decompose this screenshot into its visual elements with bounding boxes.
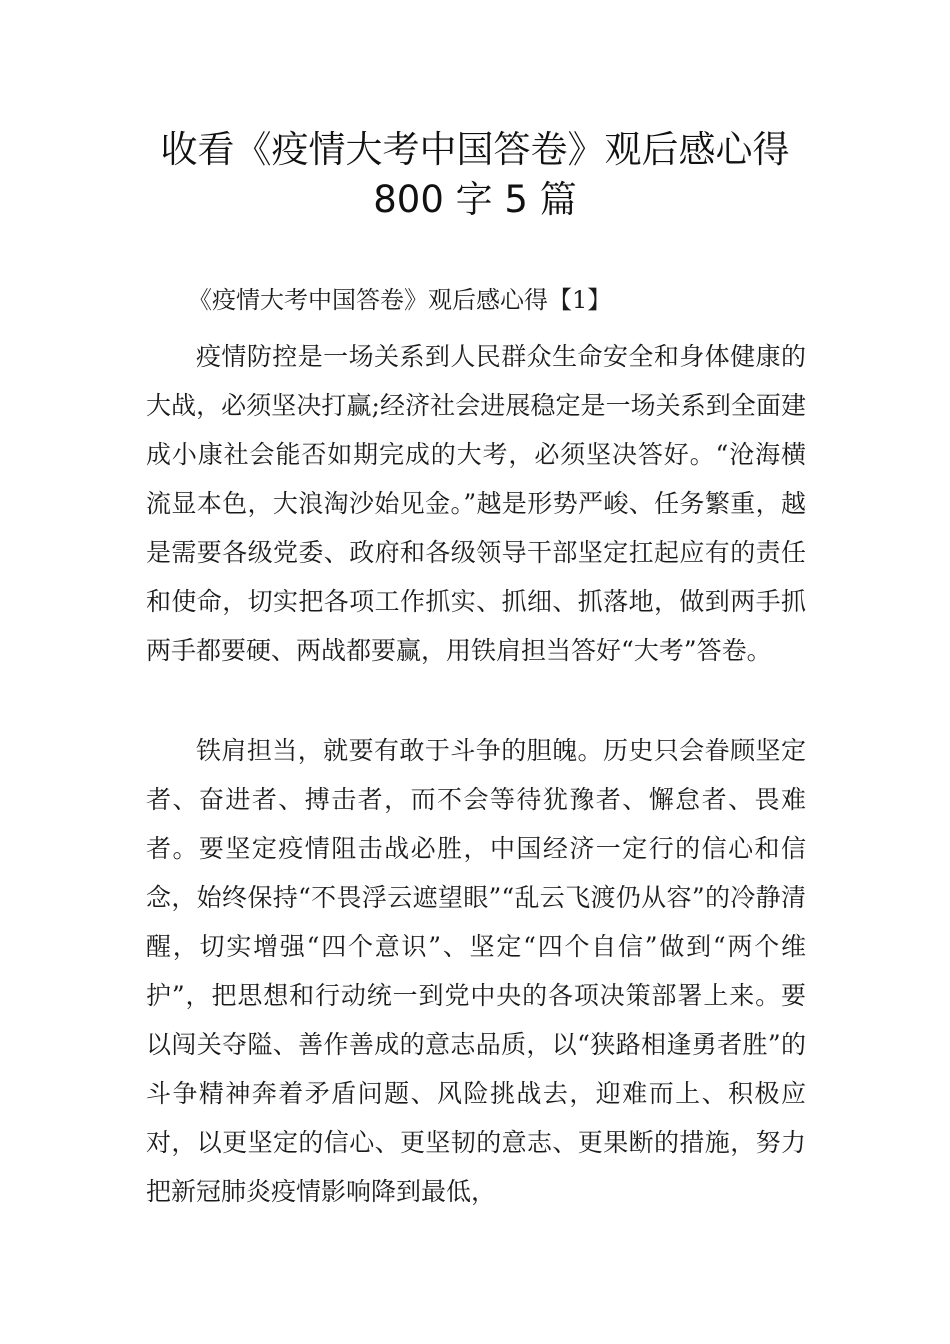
- body-paragraph-2-container: [146, 726, 806, 1216]
- section-heading: 《疫情大考中国答卷》观后感心得【1】: [188, 286, 612, 314]
- body-paragraph-1-container: [146, 332, 806, 675]
- document-title-line2: 800 字 5 篇: [373, 178, 577, 221]
- body-paragraph: 疫情防控是一场关系到人民群众生命安全和身体健康的大战，必须坚决打赢;经济社会进展稳定是一场关系到全面建成小康社会能否如期完成的大考，必须坚决答好。“沧海横流显本色，大浪淘沙始见金。”越是形势严峻、任务繁重，越是需要各级党委、政府和各级领导干部坚定扛起应有的责任和使命，切实把各项工作抓实、抓细、抓落地，做到两手抓两手都要硬、两战都要赢，用铁肩担当答好“大考”答卷。: [146, 342, 806, 665]
- body-paragraph: 铁肩担当，就要有敢于斗争的胆魄。历史只会眷顾坚定者、奋进者、搏击者，而不会等待犹豫者、懈怠者、畏难者。要坚定疫情阻击战必胜，中国经济一定行的信心和信念，始终保持“不畏浮云遮望眼”“乱云飞渡仍从容”的冷静清醒，切实增强“四个意识”、坚定“四个自信”做到“两个维护”，把思想和行动统一到党中央的各项决策部署上来。要以闯关夺隘、善作善成的意志品质，以“狭路相逢勇者胜”的斗争精神奔着矛盾问题、风险挑战去，迎难而上、积极应对，以更坚定的信心、更坚韧的意志、更果断的措施，努力把新冠肺炎疫情影响降到最低，: [146, 736, 806, 1206]
- document-title-line1: 收看《疫情大考中国答卷》观后感心得: [160, 128, 790, 171]
